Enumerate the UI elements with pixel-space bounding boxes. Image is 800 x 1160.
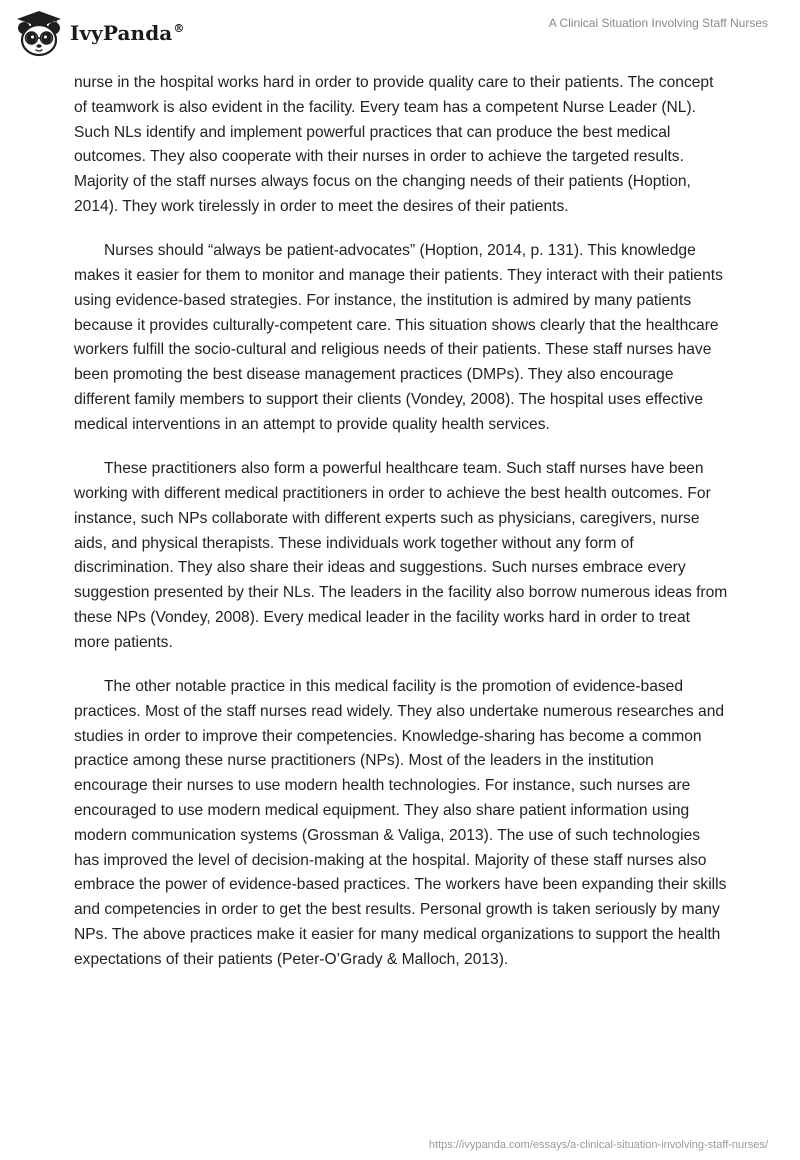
paragraph: These practitioners also form a powerful healthcare team. Such staff nurses have been working with different medical practitioners in order to achieve the best health outcomes. For instance, such NPs collaborate with different experts such as physicians, caregivers, nurse aids, and physical therapists. These individuals work together without any form of discrimination. They also share their ideas and suggestions. Such nurses embrace every suggestion presented by their NLs. The leaders in the facility also borrow numerous ideas from these NPs (Vondey, 2008). Every medical leader in the facility works hard in order to treat more patients.: [74, 460, 728, 651]
paragraph-continuation: nurse in the hospital works hard in order to provide quality care to their patients. The concept of teamwork is also evident in the facility. Every team has a competent Nurse Leader (NL). Such NLs identify and implement powerful practices that can produce the best medical outcomes. They also cooperate with their nurses in order to achieve the targeted results. Majority of the staff nurses always focus on the changing needs of their patients (Hoption, 2014). They work tirelessly in order to meet the desires of their patients.: [74, 74, 714, 215]
panda-graduate-icon: [14, 9, 64, 57]
registered-mark: ®: [173, 22, 185, 36]
page-header: [0, 0, 800, 64]
essay-body: [74, 71, 728, 992]
document-title: A Clinical Situation Involving Staff Nurses: [548, 16, 768, 30]
brand-name: IvyPanda®: [70, 21, 185, 45]
paragraph: The other notable practice in this medical facility is the promotion of evidence-based practices. Most of the staff nurses read widely. They also undertake numerous researches and studies in order to improve their competencies. Knowledge-sharing has become a common practice among these nurse practitioners (NPs). Most of the leaders in the institution encourage their nurses to use modern health technologies. For instance, such nurses are encouraged to use modern medical equipment. They also share patient information using modern communication systems (Grossman & Valiga, 2013). The use of such technologies has improved the level of decision-making at the hospital. Majority of these staff nurses also embrace the power of evidence-based practices. The workers have been expanding their skills and competencies in order to get the best results. Personal growth is taken seriously by many NPs. The above practices make it easier for many medical organizations to support the health expectations of their patients (Peter-O’Grady & Malloch, 2013).: [74, 678, 727, 968]
brand-logo[interactable]: [14, 9, 184, 57]
source-url[interactable]: https://ivypanda.com/essays/a-clinical-situation-involving-staff-nurses/: [428, 1139, 768, 1151]
paragraph: Nurses should “always be patient-advocates” (Hoption, 2014, p. 131). This knowledge makes it easier for them to monitor and manage their patients. They interact with their patients using evidence-based strategies. For instance, the institution is admired by many patients because it provides culturally-competent care. This situation shows clearly that the healthcare workers fulfill the socio-cultural and religious needs of their patients. These staff nurses have been promoting the best disease management practices (DMPs). They also encourage different family members to support their clients (Vondey, 2008). The hospital uses effective medical interventions in an attempt to provide quality health services.: [74, 242, 723, 433]
